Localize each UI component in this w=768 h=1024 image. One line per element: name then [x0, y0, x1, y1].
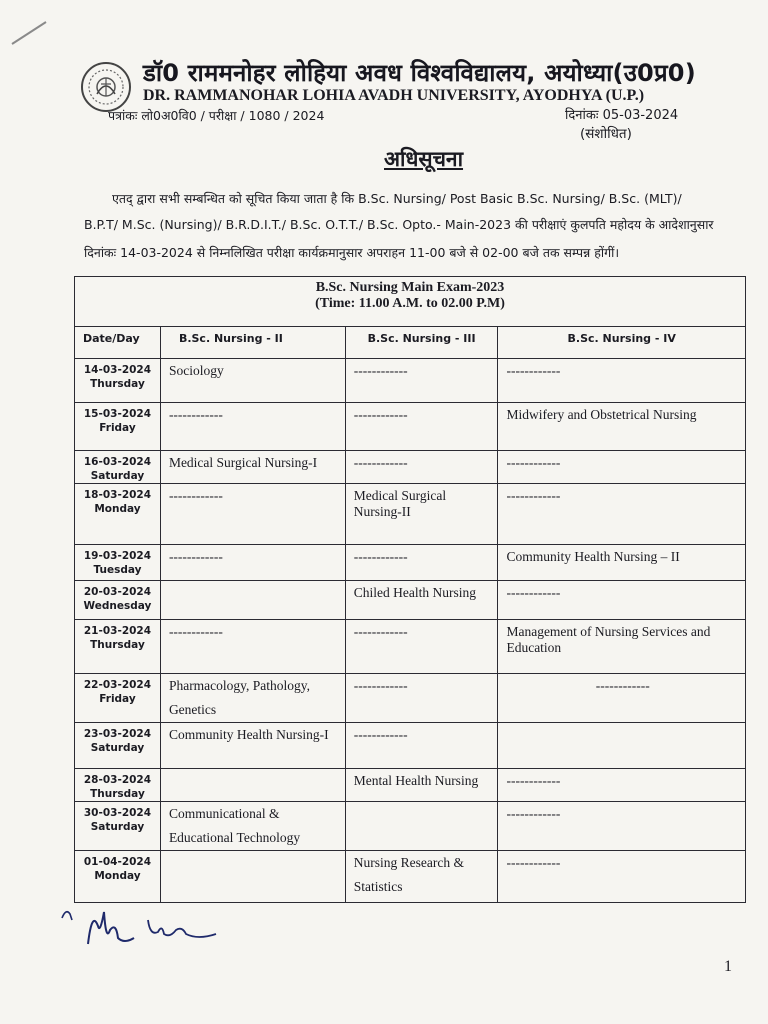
table-row	[75, 851, 746, 903]
exam-date: 21-03-2024	[83, 625, 152, 637]
exam-date: 14-03-2024	[83, 364, 152, 376]
exam-date: 15-03-2024	[83, 408, 152, 420]
date-cell	[75, 723, 161, 769]
page-number: 1	[724, 958, 732, 975]
exam-day: Thursday	[90, 788, 145, 800]
date-cell	[75, 851, 161, 903]
university-name-hindi: डॉ0 राममनोहर लोहिया अवध विश्वविद्यालय, अयोध्या(उ0प्र0)	[143, 59, 696, 87]
exam-day: Tuesday	[93, 564, 142, 576]
table-row	[75, 674, 746, 723]
exam-day: Monday	[94, 870, 141, 882]
notice-paragraph-line: एतद् द्वारा सभी सम्बन्धित को सूचित किया जाता है कि B.Sc. Nursing/ Post Basic B.Sc. Nursing/ B.Sc. (MLT)/	[112, 191, 682, 206]
subject-cell-nursing-ii: ------------	[160, 545, 345, 581]
exam-day: Thursday	[90, 639, 145, 651]
date-cell	[75, 581, 161, 620]
subject-cell-nursing-ii: ------------	[160, 620, 345, 674]
subject-cell-nursing-ii: ------------	[160, 484, 345, 545]
table-row	[75, 620, 746, 674]
table-title-line: B.Sc. Nursing Main Exam-2023	[315, 280, 505, 295]
subject-cell-nursing-iii: ------------	[345, 403, 498, 451]
table-row	[75, 802, 746, 851]
subject-cell-nursing-ii	[160, 851, 345, 903]
table-row	[75, 484, 746, 545]
notice-paragraph-line: B.P.T/ M.Sc. (Nursing)/ B.R.D.I.T./ B.Sc. O.T.T./ B.Sc. Opto.- Main-2023 की परीक्षाएं कुलपति महोदय के आदेशानुसार	[84, 217, 714, 232]
date-cell	[75, 451, 161, 484]
table-row	[75, 581, 746, 620]
table-row	[75, 769, 746, 802]
subject-cell-nursing-iv: ------------	[498, 484, 746, 545]
reference-number: पत्रांकः लो0अ0वि0 / परीक्षा / 1080 / 2024	[108, 108, 325, 123]
exam-date: 28-03-2024	[83, 774, 152, 786]
subject-cell-nursing-iv: ------------	[498, 674, 746, 723]
subject-cell-nursing-iv: ------------	[498, 802, 746, 851]
subject-cell-nursing-ii	[160, 581, 345, 620]
subject-cell-nursing-iii: ------------	[345, 620, 498, 674]
subject-cell-nursing-ii: Community Health Nursing-I	[160, 723, 345, 769]
exam-day: Friday	[99, 422, 136, 434]
notice-paragraph-line: दिनांकः 14-03-2024 से निम्नलिखित परीक्षा कार्यक्रमानुसार अपराहन 11-00 बजे से 02-00 बजे तक सम्पन्न होंगीं।	[84, 245, 620, 260]
subject-cell-nursing-iv: Community Health Nursing – II	[498, 545, 746, 581]
table-body	[75, 359, 746, 903]
exam-date: 16-03-2024	[83, 456, 152, 468]
table-row	[75, 359, 746, 403]
table-header-row	[75, 327, 746, 359]
column-header-date: Date/Day	[75, 327, 161, 359]
date-cell	[75, 620, 161, 674]
subject-cell-nursing-iii: Medical Surgical Nursing-II	[345, 484, 498, 545]
subject-cell-nursing-iii: ------------	[345, 451, 498, 484]
date-cell	[75, 769, 161, 802]
subject-cell-nursing-iv: ------------	[498, 769, 746, 802]
date-cell	[75, 484, 161, 545]
column-header-nursing-iv: B.Sc. Nursing - IV	[498, 327, 746, 359]
date-cell	[75, 545, 161, 581]
subject-cell-nursing-iv: ------------	[498, 851, 746, 903]
table-row	[75, 545, 746, 581]
subject-cell-nursing-ii: Communicational & Educational Technology	[160, 802, 345, 851]
table-title-time: (Time: 11.00 A.M. to 02.00 P.M)	[315, 296, 505, 311]
exam-date: 23-03-2024	[83, 728, 152, 740]
subject-cell-nursing-iv: Management of Nursing Services and Education	[498, 620, 746, 674]
exam-date: 30-03-2024	[83, 807, 152, 819]
subject-cell-nursing-iii: ------------	[345, 359, 498, 403]
subject-cell-nursing-iii: Chiled Health Nursing	[345, 581, 498, 620]
exam-day: Saturday	[90, 470, 145, 482]
notice-title: अधिसूचना	[384, 147, 464, 171]
subject-cell-nursing-iii: Mental Health Nursing	[345, 769, 498, 802]
subject-cell-nursing-iv: ------------	[498, 581, 746, 620]
subject-cell-nursing-iv: ------------	[498, 451, 746, 484]
exam-day: Monday	[94, 503, 141, 515]
table-row	[75, 403, 746, 451]
university-name-english: DR. RAMMANOHAR LOHIA AVADH UNIVERSITY, AYODHYA (U.P.)	[143, 87, 645, 104]
exam-day: Saturday	[90, 821, 145, 833]
date-cell	[75, 403, 161, 451]
exam-date: 22-03-2024	[83, 679, 152, 691]
table-title-row	[75, 277, 746, 327]
exam-date: 20-03-2024	[83, 586, 152, 598]
table-row	[75, 723, 746, 769]
subject-cell-nursing-iv	[498, 723, 746, 769]
signature	[58, 904, 238, 956]
date-cell	[75, 674, 161, 723]
date-cell	[75, 802, 161, 851]
column-header-nursing-ii: B.Sc. Nursing - II	[160, 327, 345, 359]
subject-cell-nursing-ii: Medical Surgical Nursing-I	[160, 451, 345, 484]
revised-label: (संशोधित)	[580, 126, 632, 142]
exam-day: Friday	[99, 693, 136, 705]
subject-cell-nursing-ii	[160, 769, 345, 802]
subject-cell-nursing-ii: Pharmacology, Pathology, Genetics	[160, 674, 345, 723]
column-header-nursing-iii: B.Sc. Nursing - III	[345, 327, 498, 359]
exam-date: 18-03-2024	[83, 489, 152, 501]
exam-schedule-table	[74, 276, 746, 903]
subject-cell-nursing-iv: Midwifery and Obstetrical Nursing	[498, 403, 746, 451]
scan-mark	[10, 18, 50, 48]
table-title	[75, 277, 746, 327]
subject-cell-nursing-iii: ------------	[345, 545, 498, 581]
notice-date: दिनांकः 05-03-2024	[565, 108, 679, 123]
exam-date: 01-04-2024	[83, 856, 152, 868]
exam-day: Thursday	[90, 378, 145, 390]
subject-cell-nursing-iii: ------------	[345, 674, 498, 723]
subject-cell-nursing-iii: ------------	[345, 723, 498, 769]
exam-date: 19-03-2024	[83, 550, 152, 562]
subject-cell-nursing-ii: ------------	[160, 403, 345, 451]
subject-cell-nursing-ii: Sociology	[160, 359, 345, 403]
subject-cell-nursing-iv: ------------	[498, 359, 746, 403]
exam-day: Saturday	[90, 742, 145, 754]
subject-cell-nursing-iii: Nursing Research & Statistics	[345, 851, 498, 903]
table-row	[75, 451, 746, 484]
subject-cell-nursing-iii	[345, 802, 498, 851]
date-cell	[75, 359, 161, 403]
exam-day: Wednesday	[83, 600, 152, 612]
